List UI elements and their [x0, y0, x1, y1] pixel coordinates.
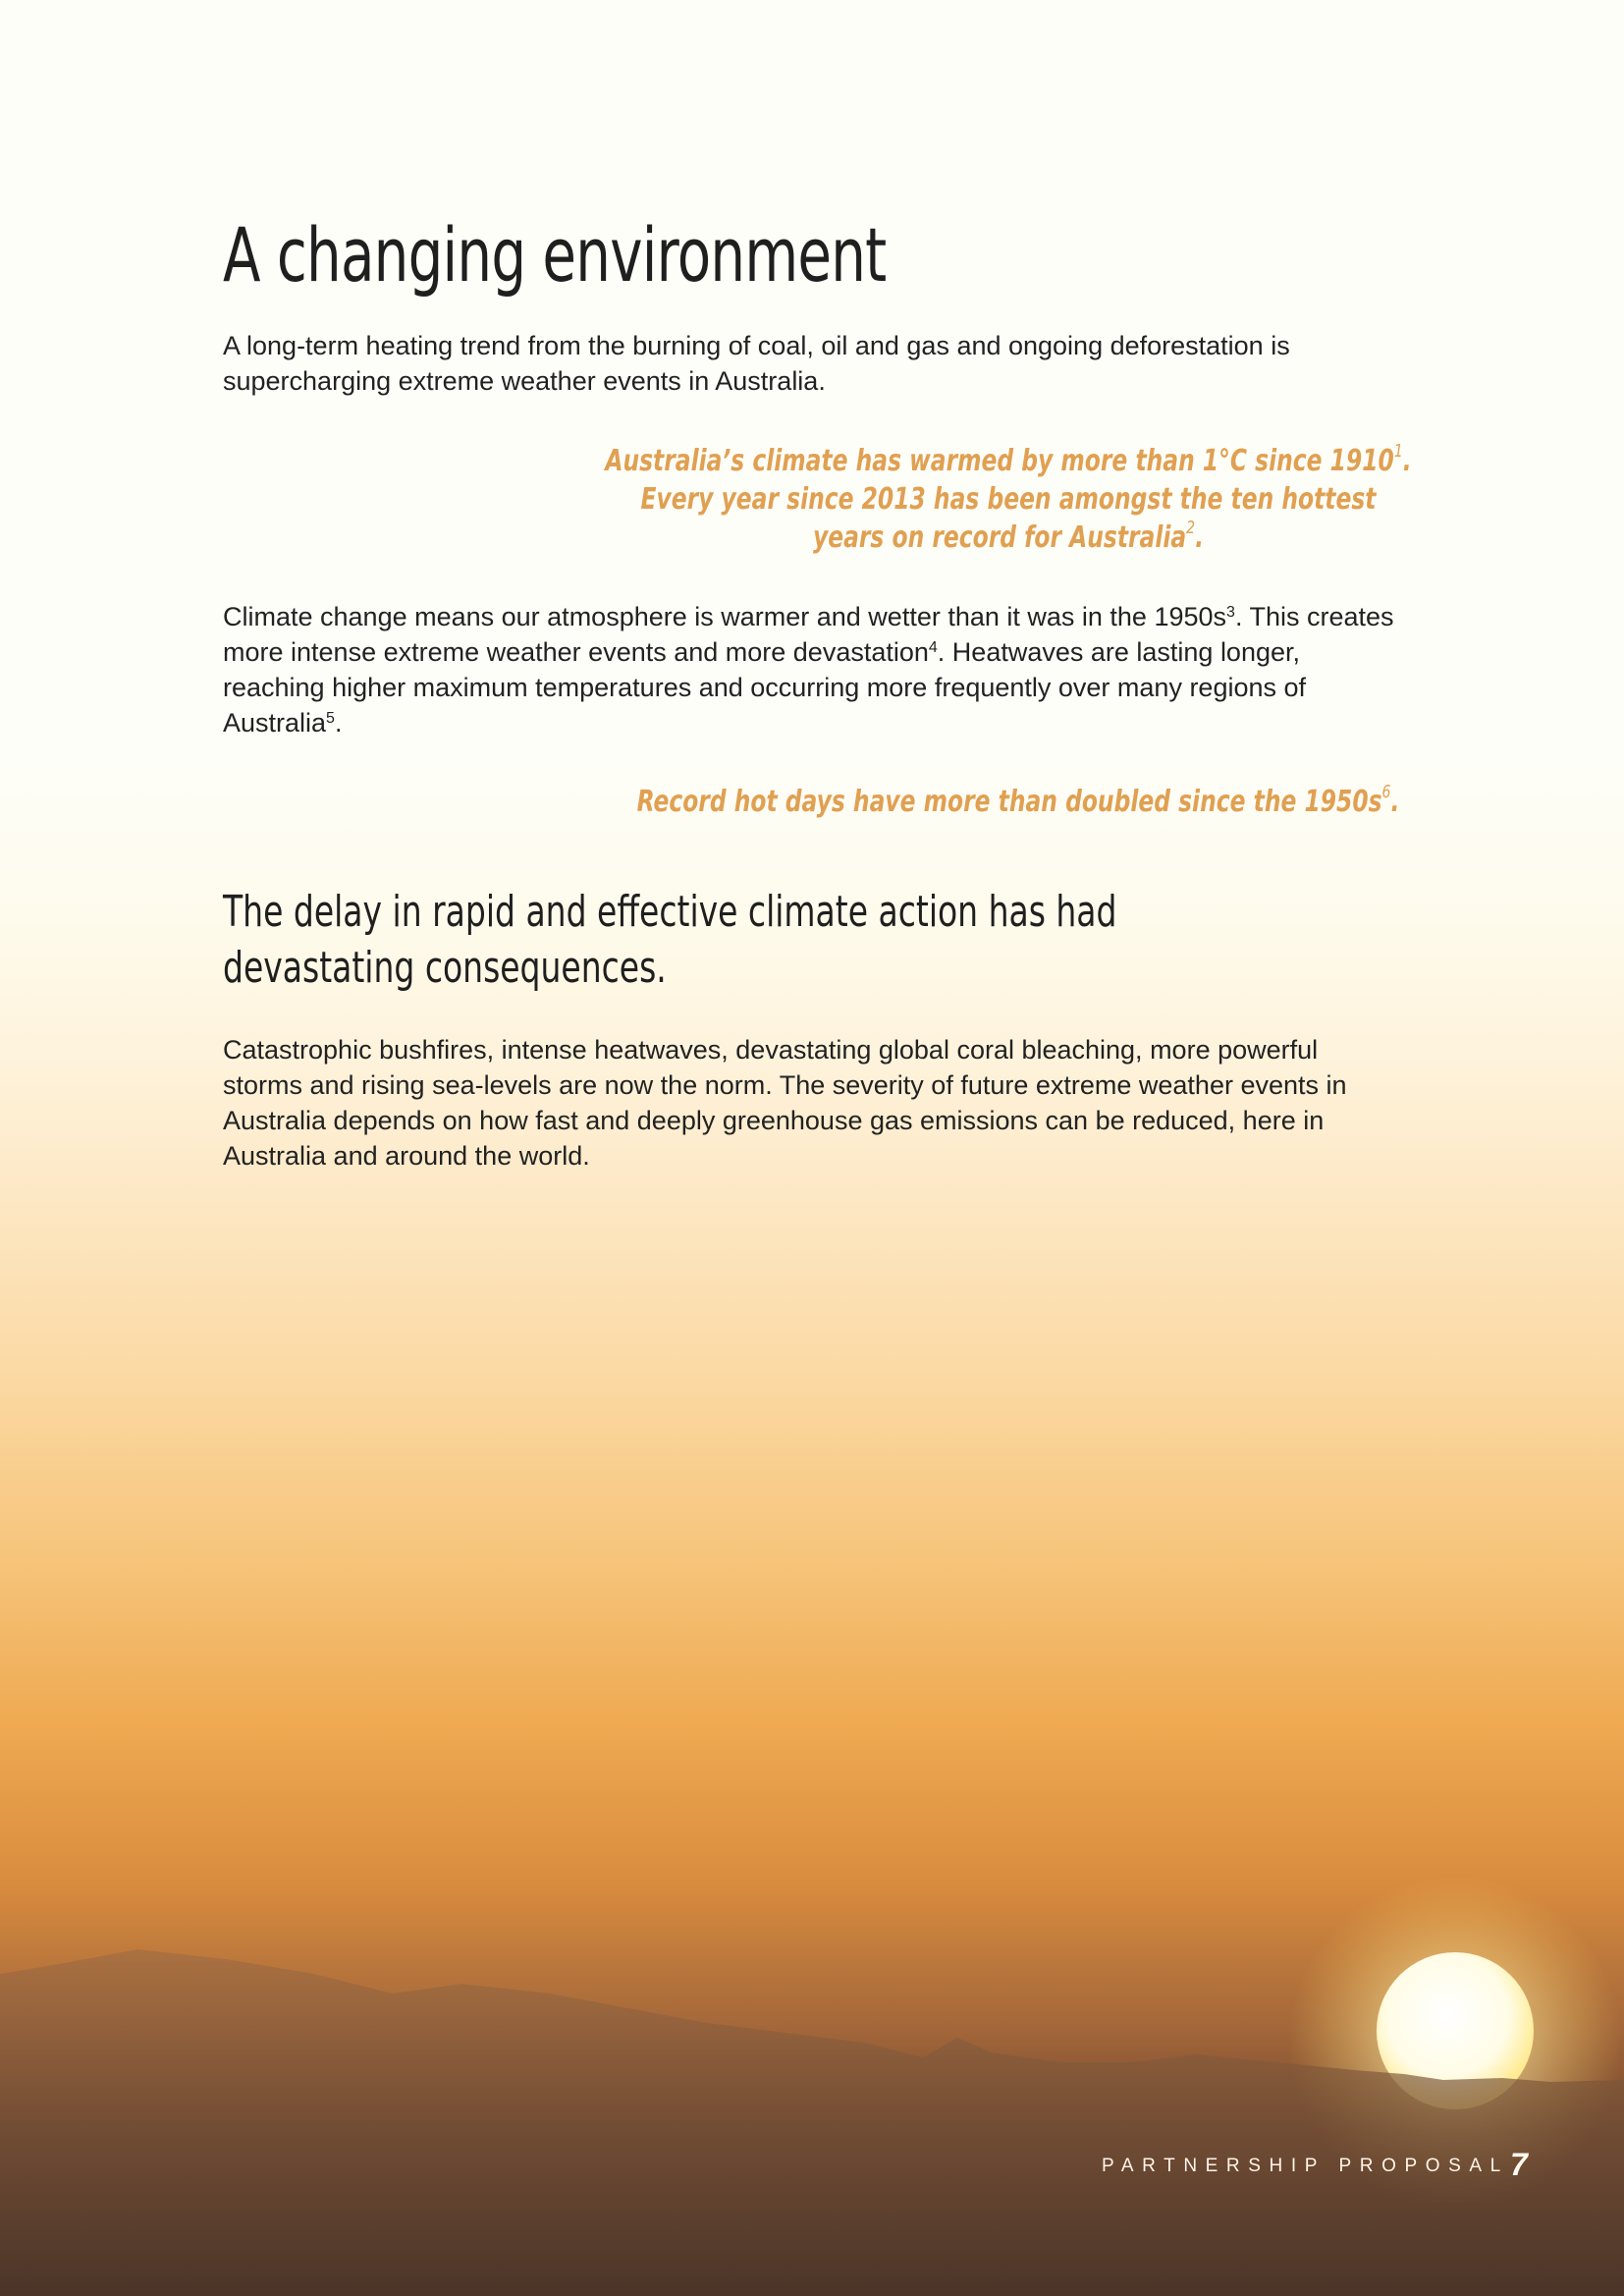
pull-quote-hot-days [444, 783, 1593, 821]
section-subheading: The delay in rapid and effective climate action has had devastating consequences. [223, 887, 1117, 993]
footnote-ref: 1 [1393, 441, 1403, 462]
quote-line: Every year since 2013 has been amongst the ten hottest [640, 482, 1377, 517]
page-title: A changing environment [223, 211, 887, 299]
footnote-ref: 5 [326, 710, 335, 727]
quote-line: years on record for Australia$^2$. [812, 518, 1205, 555]
intro-paragraph: A long-term heating trend from the burning of coal, oil and gas and ongoing deforestation is supercharging extreme weather events in Australia. [223, 331, 1290, 396]
quote-line: Australia’s climate has warmed by more than 1°C since 1910$^1$. [605, 441, 1412, 478]
footnote-ref: 6 [1381, 782, 1391, 802]
quote-line: Record hot days have more than doubled since the $1950s^6$. [636, 782, 1400, 819]
consequences-paragraph: Catastrophic bushfires, intense heatwaves, devastating global coral bleaching, more powerful storms and rising sea-levels are now the norm. The severity of future extreme weather events in Australia depends on how fast and deeply greenhouse gas emissions can be reduced, here in Australia and around the world. [223, 1035, 1347, 1171]
footnote-ref: 3 [1226, 604, 1235, 621]
page-number: 7 [1510, 2147, 1528, 2182]
footer-label: PARTNERSHIP PROPOSAL [1102, 2156, 1509, 2176]
climate-paragraph: Climate change means our atmosphere is warmer and wetter than it was in the $1950s^3$. This creates more intense extreme weather events and more devastation$^4$. Heatwaves are lasting longer, reaching higher maximum temperatures and occurring more frequently over many regions of Australia$^5$. [223, 602, 1394, 738]
footnote-ref: 4 [928, 639, 938, 656]
pull-quote-warming [434, 442, 1583, 557]
footnote-ref: 2 [1186, 518, 1196, 538]
